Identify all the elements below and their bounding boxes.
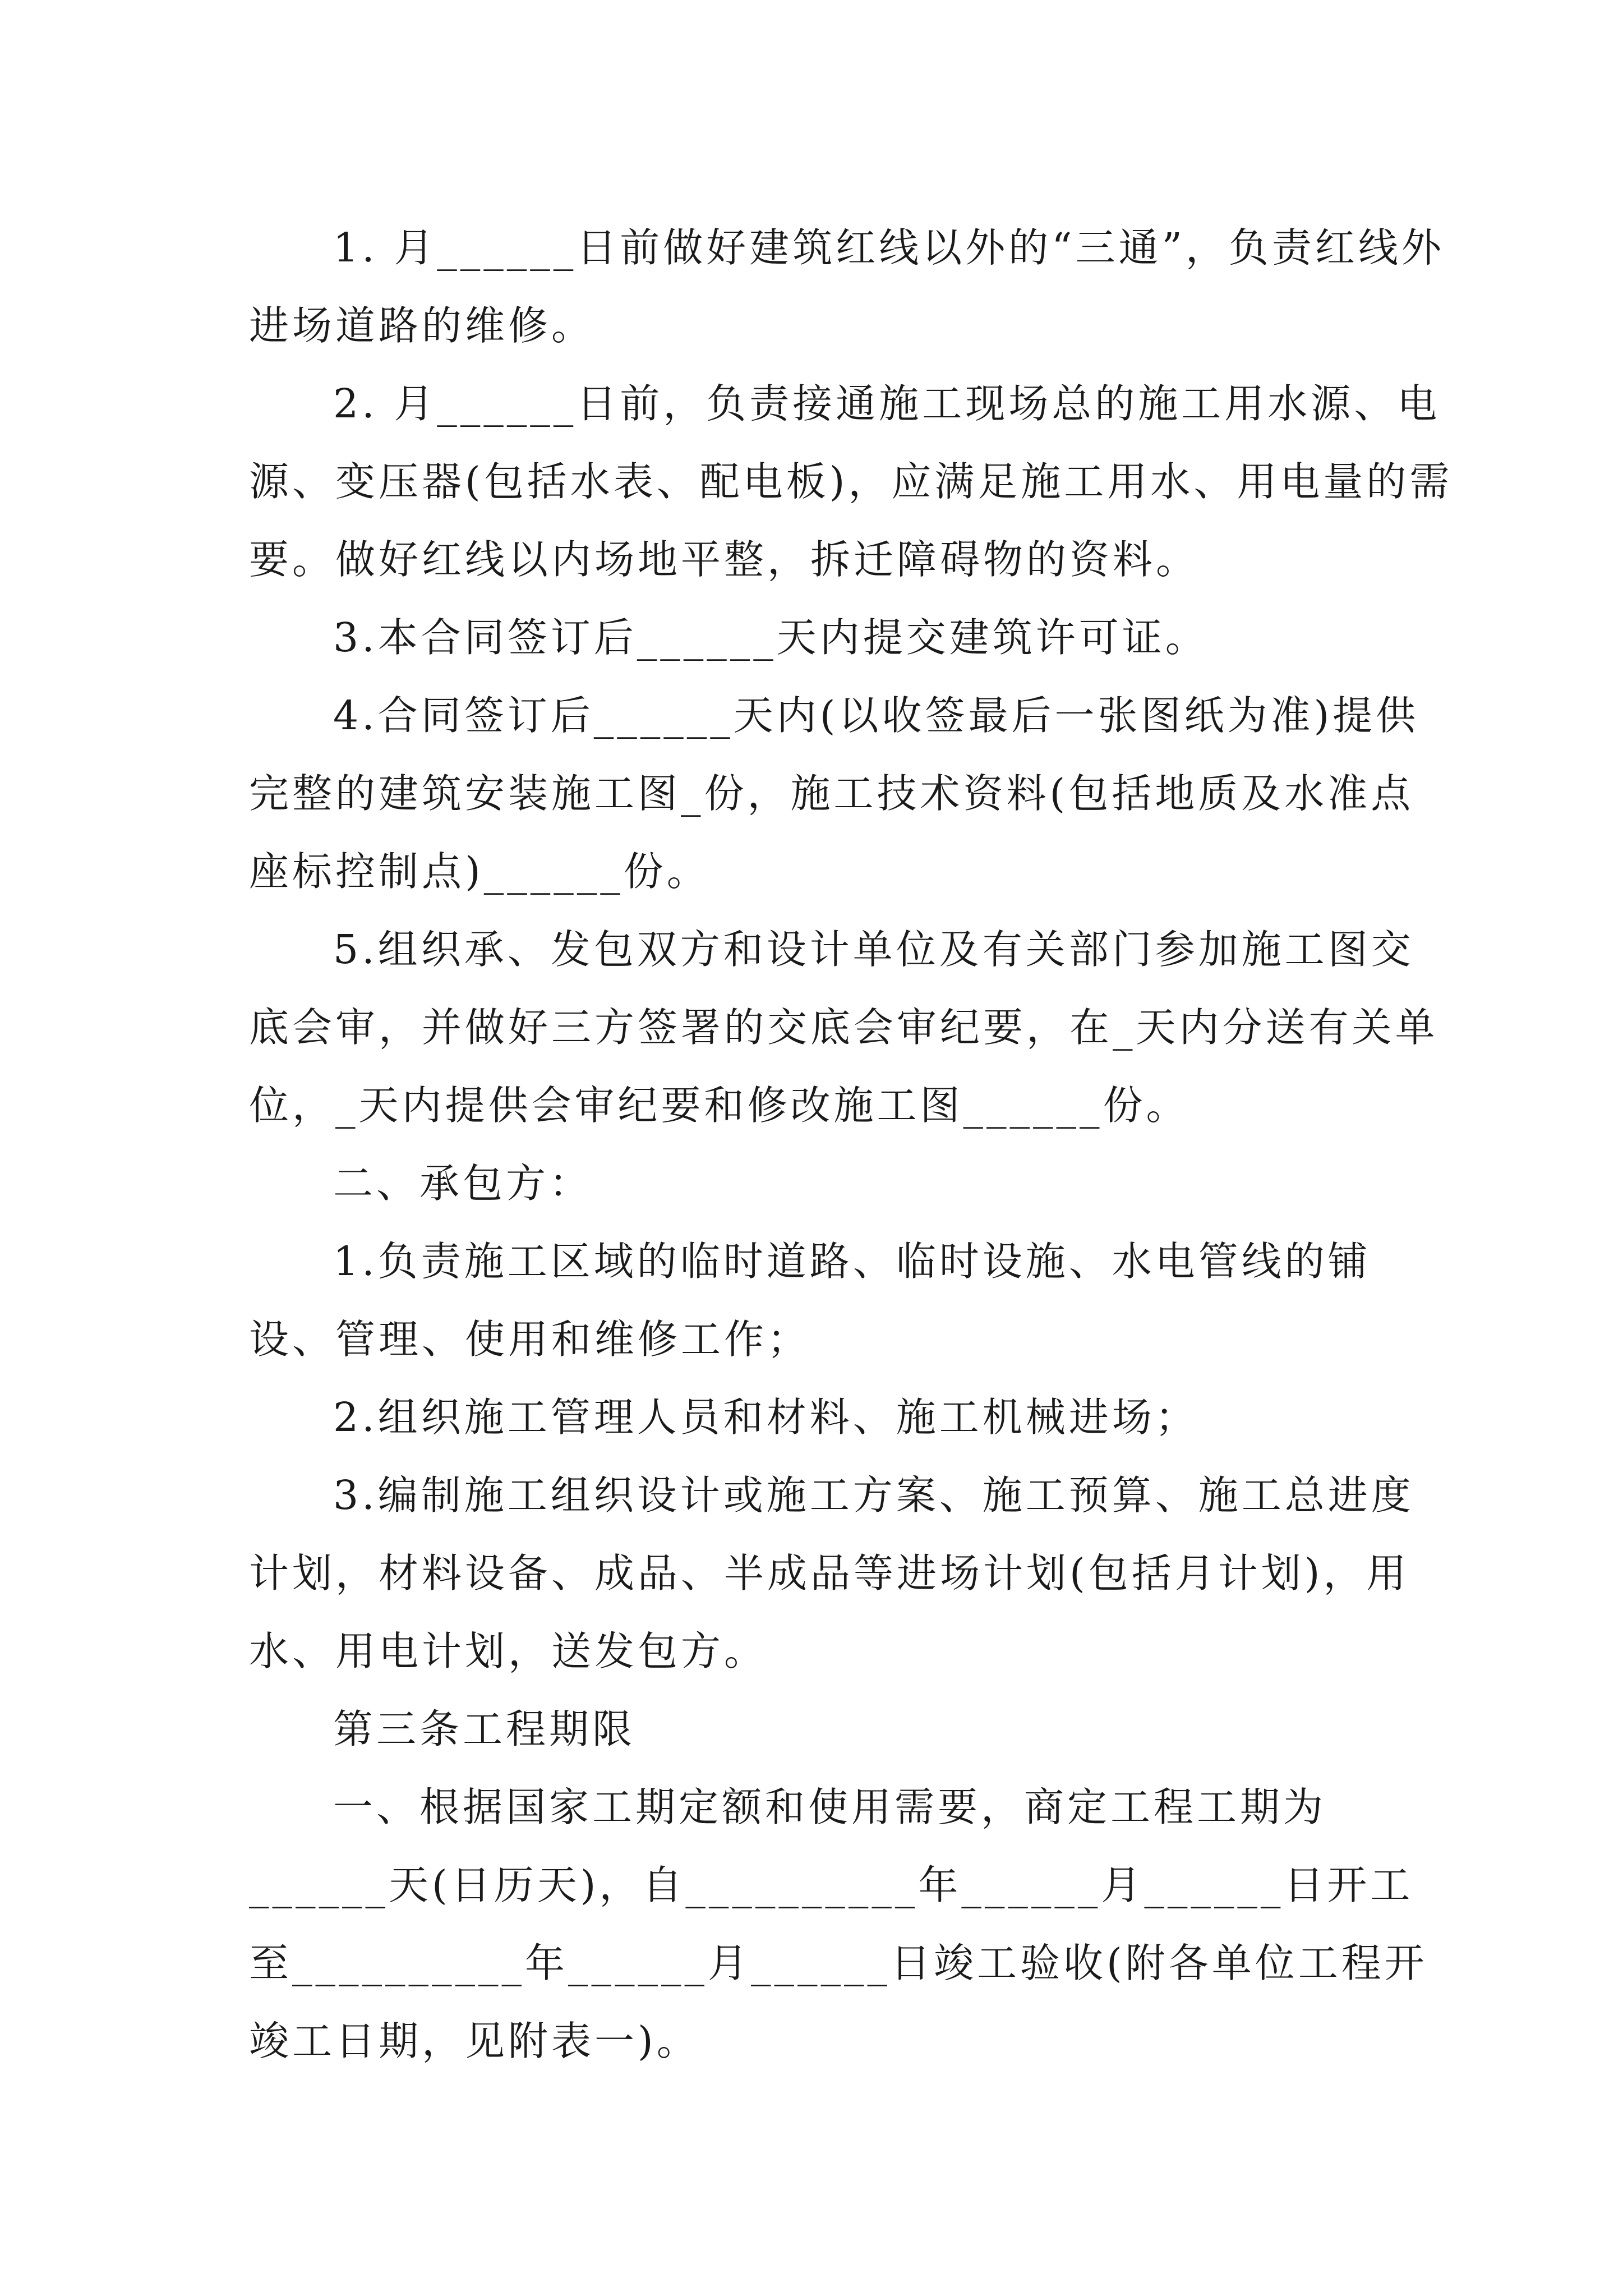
paragraph-term-1: 一、根据国家工期定额和使用需要，商定工程工期为______天(日历天)，自__________年______月______日开工至__________年______月______日竣工验收(附各单位工程开竣工日期，见附表一)。 [249,1784,1428,2064]
paragraph-clause-5: 5.组织承、发包双方和设计单位及有关部门参加施工图交底会审，并做好三方签署的交底会审纪要，在_天内分送有关单位，_天内提供会审纪要和修改施工图______份。 [249,926,1438,1129]
section-heading-contractor: 二、承包方： [333,1160,593,1207]
paragraph-clause-4: 4.合同签订后______天内(以收签最后一张图纸为准)提供完整的建筑安装施工图_份，施工技术资料(包括地质及水准点座标控制点)______份。 [249,692,1419,895]
paragraph-contractor-1: 1.负责施工区域的临时道路、临时设施、水电管线的铺设、管理、使用和维修工作； [249,1238,1371,1363]
paragraph-clause-3: 3.本合同签订后______天内提交建筑许可证。 [333,614,1209,661]
article-heading-term: 第三条工程期限 [333,1706,636,1752]
paragraph-contractor-3: 3.编制施工组织设计或施工方案、施工预算、施工总进度计划，材料设备、成品、半成品等进场计划(包括月计划)，用水、用电计划，送发包方。 [249,1472,1414,1674]
paragraph-clause-1: 1. 月______日前做好建筑红线以外的“三通”，负责红线外进场道路的维修。 [249,224,1445,349]
paragraph-contractor-2: 2.组织施工管理人员和材料、施工机械进场； [333,1394,1198,1441]
document-body [249,209,1455,2080]
paragraph-clause-2: 2. 月______日前，负责接通施工现场总的施工用水源、电源、变压器(包括水表、配电板)，应满足施工用水、用电量的需要。做好红线以内场地平整，拆迁障碍物的资料。 [249,380,1453,583]
